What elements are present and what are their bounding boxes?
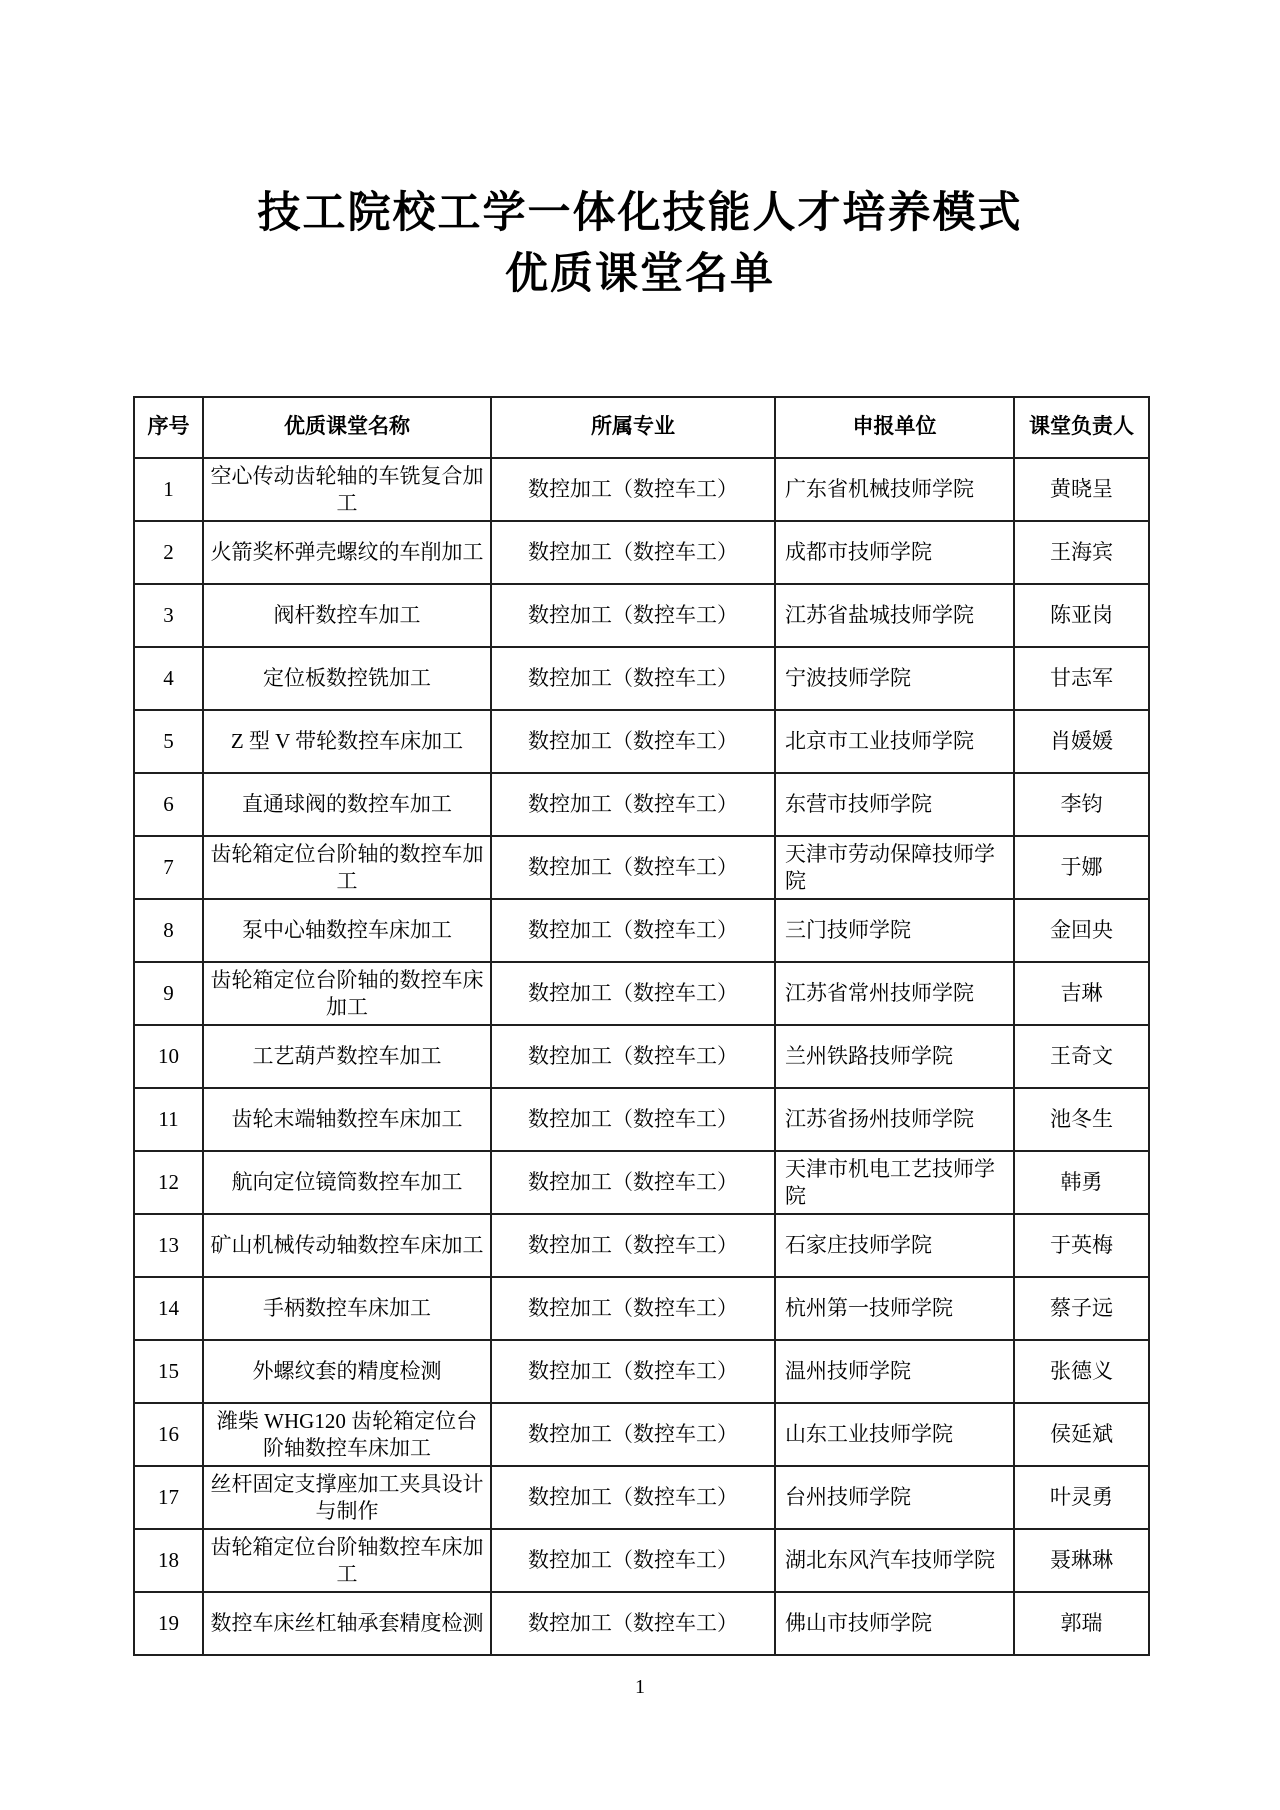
cell-course-name: 航向定位镜筒数控车加工 — [203, 1151, 491, 1214]
cell-major: 数控加工（数控车工） — [491, 773, 775, 836]
cell-course-name: 齿轮箱定位台阶轴的数控车床加工 — [203, 962, 491, 1025]
cell-course-name: 泵中心轴数控车床加工 — [203, 899, 491, 962]
cell-major: 数控加工（数控车工） — [491, 584, 775, 647]
cell-unit: 天津市劳动保障技师学院 — [775, 836, 1014, 899]
cell-leader: 陈亚岗 — [1014, 584, 1149, 647]
cell-leader: 于娜 — [1014, 836, 1149, 899]
cell-course-name: 阀杆数控车加工 — [203, 584, 491, 647]
col-header-leader: 课堂负责人 — [1014, 397, 1149, 458]
cell-index: 17 — [134, 1466, 203, 1529]
col-header-no: 序号 — [134, 397, 203, 458]
cell-index: 1 — [134, 458, 203, 521]
cell-course-name: 齿轮末端轴数控车床加工 — [203, 1088, 491, 1151]
cell-course-name: 火箭奖杯弹壳螺纹的车削加工 — [203, 521, 491, 584]
table-row — [134, 836, 1149, 899]
page-title — [0, 183, 1280, 305]
cell-index: 18 — [134, 1529, 203, 1592]
cell-unit: 石家庄技师学院 — [775, 1214, 1014, 1277]
cell-course-name: 齿轮箱定位台阶轴数控车床加工 — [203, 1529, 491, 1592]
table-row — [134, 773, 1149, 836]
table-row — [134, 647, 1149, 710]
cell-unit: 天津市机电工艺技师学院 — [775, 1151, 1014, 1214]
cell-index: 5 — [134, 710, 203, 773]
cell-unit: 北京市工业技师学院 — [775, 710, 1014, 773]
cell-course-name: 手柄数控车床加工 — [203, 1277, 491, 1340]
cell-unit: 台州技师学院 — [775, 1466, 1014, 1529]
table-row — [134, 1466, 1149, 1529]
cell-index: 10 — [134, 1025, 203, 1088]
cell-course-name: 齿轮箱定位台阶轴的数控车加工 — [203, 836, 491, 899]
cell-unit: 山东工业技师学院 — [775, 1403, 1014, 1466]
cell-leader: 肖媛媛 — [1014, 710, 1149, 773]
cell-major: 数控加工（数控车工） — [491, 1466, 775, 1529]
table-row — [134, 1340, 1149, 1403]
table-row — [134, 1088, 1149, 1151]
cell-major: 数控加工（数控车工） — [491, 1088, 775, 1151]
cell-leader: 王奇文 — [1014, 1025, 1149, 1088]
cell-major: 数控加工（数控车工） — [491, 1340, 775, 1403]
cell-course-name: 工艺葫芦数控车加工 — [203, 1025, 491, 1088]
cell-major: 数控加工（数控车工） — [491, 1277, 775, 1340]
cell-index: 12 — [134, 1151, 203, 1214]
table-row — [134, 1403, 1149, 1466]
cell-index: 14 — [134, 1277, 203, 1340]
table-body — [134, 458, 1149, 1655]
quality-classroom-table — [133, 396, 1150, 1656]
table-row — [134, 1214, 1149, 1277]
cell-unit: 广东省机械技师学院 — [775, 458, 1014, 521]
col-header-unit: 申报单位 — [775, 397, 1014, 458]
cell-unit: 杭州第一技师学院 — [775, 1277, 1014, 1340]
table-row — [134, 899, 1149, 962]
table-row — [134, 962, 1149, 1025]
cell-leader: 于英梅 — [1014, 1214, 1149, 1277]
cell-course-name: 外螺纹套的精度检测 — [203, 1340, 491, 1403]
table-row — [134, 1529, 1149, 1592]
cell-index: 9 — [134, 962, 203, 1025]
cell-unit: 江苏省扬州技师学院 — [775, 1088, 1014, 1151]
cell-major: 数控加工（数控车工） — [491, 1214, 775, 1277]
cell-unit: 宁波技师学院 — [775, 647, 1014, 710]
cell-leader: 郭瑞 — [1014, 1592, 1149, 1655]
cell-unit: 三门技师学院 — [775, 899, 1014, 962]
cell-leader: 黄晓呈 — [1014, 458, 1149, 521]
table-row — [134, 1592, 1149, 1655]
title-line-1: 技工院校工学一体化技能人才培养模式 — [257, 189, 1023, 237]
cell-major: 数控加工（数控车工） — [491, 1592, 775, 1655]
cell-course-name: 空心传动齿轮轴的车铣复合加工 — [203, 458, 491, 521]
col-header-name: 优质课堂名称 — [203, 397, 491, 458]
cell-leader: 叶灵勇 — [1014, 1466, 1149, 1529]
cell-unit: 江苏省盐城技师学院 — [775, 584, 1014, 647]
cell-course-name: 数控车床丝杠轴承套精度检测 — [203, 1592, 491, 1655]
table-row — [134, 1277, 1149, 1340]
cell-unit: 兰州铁路技师学院 — [775, 1025, 1014, 1088]
cell-index: 11 — [134, 1088, 203, 1151]
cell-leader: 金回央 — [1014, 899, 1149, 962]
cell-major: 数控加工（数控车工） — [491, 1151, 775, 1214]
cell-index: 16 — [134, 1403, 203, 1466]
cell-unit: 湖北东风汽车技师学院 — [775, 1529, 1014, 1592]
cell-major: 数控加工（数控车工） — [491, 647, 775, 710]
cell-unit: 温州技师学院 — [775, 1340, 1014, 1403]
cell-leader: 聂琳琳 — [1014, 1529, 1149, 1592]
cell-index: 4 — [134, 647, 203, 710]
cell-leader: 李钧 — [1014, 773, 1149, 836]
cell-leader: 甘志军 — [1014, 647, 1149, 710]
cell-index: 19 — [134, 1592, 203, 1655]
col-header-major: 所属专业 — [491, 397, 775, 458]
cell-index: 15 — [134, 1340, 203, 1403]
cell-unit: 成都市技师学院 — [775, 521, 1014, 584]
cell-major: 数控加工（数控车工） — [491, 521, 775, 584]
cell-leader: 蔡子远 — [1014, 1277, 1149, 1340]
table-row — [134, 521, 1149, 584]
cell-unit: 佛山市技师学院 — [775, 1592, 1014, 1655]
cell-index: 3 — [134, 584, 203, 647]
cell-leader: 池冬生 — [1014, 1088, 1149, 1151]
cell-major: 数控加工（数控车工） — [491, 1529, 775, 1592]
table-row — [134, 1151, 1149, 1214]
table-row — [134, 584, 1149, 647]
cell-unit: 江苏省常州技师学院 — [775, 962, 1014, 1025]
cell-course-name: 定位板数控铣加工 — [203, 647, 491, 710]
cell-course-name: 潍柴 WHG120 齿轮箱定位台阶轴数控车床加工 — [203, 1403, 491, 1466]
cell-major: 数控加工（数控车工） — [491, 1403, 775, 1466]
cell-major: 数控加工（数控车工） — [491, 899, 775, 962]
table-header-row — [134, 397, 1149, 458]
cell-unit: 东营市技师学院 — [775, 773, 1014, 836]
cell-major: 数控加工（数控车工） — [491, 962, 775, 1025]
cell-leader: 吉琳 — [1014, 962, 1149, 1025]
title-line-2: 优质课堂名单 — [505, 250, 775, 299]
table-row — [134, 458, 1149, 521]
table-row — [134, 710, 1149, 773]
cell-leader: 张德义 — [1014, 1340, 1149, 1403]
cell-major: 数控加工（数控车工） — [491, 710, 775, 773]
cell-course-name: 矿山机械传动轴数控车床加工 — [203, 1214, 491, 1277]
cell-leader: 侯延斌 — [1014, 1403, 1149, 1466]
cell-major: 数控加工（数控车工） — [491, 1025, 775, 1088]
cell-course-name: 直通球阀的数控车加工 — [203, 773, 491, 836]
cell-index: 2 — [134, 521, 203, 584]
cell-course-name: 丝杆固定支撑座加工夹具设计与制作 — [203, 1466, 491, 1529]
cell-major: 数控加工（数控车工） — [491, 836, 775, 899]
page-number: 1 — [635, 1676, 645, 1698]
cell-major: 数控加工（数控车工） — [491, 458, 775, 521]
cell-leader: 王海宾 — [1014, 521, 1149, 584]
cell-index: 8 — [134, 899, 203, 962]
cell-leader: 韩勇 — [1014, 1151, 1149, 1214]
cell-index: 13 — [134, 1214, 203, 1277]
cell-index: 7 — [134, 836, 203, 899]
cell-index: 6 — [134, 773, 203, 836]
cell-course-name: Z 型 V 带轮数控车床加工 — [203, 710, 491, 773]
table-row — [134, 1025, 1149, 1088]
